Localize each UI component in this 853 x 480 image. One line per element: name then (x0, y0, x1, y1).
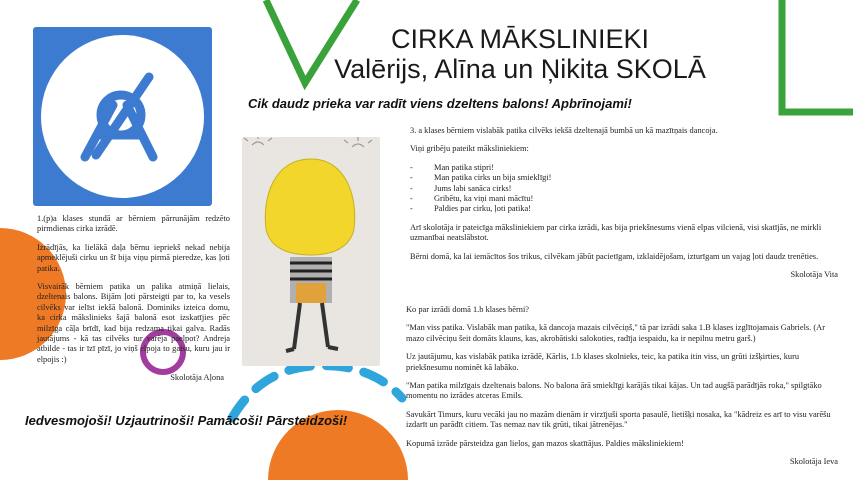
right-top-intro: 3. a klases bērniem vislabāk patika cilvēks iekšā dzeltenajā bumbā un kā mazītņais dancoja. (410, 126, 718, 135)
title-line-2: Valērijs, Alīna un Ņikita SKOLĀ (334, 54, 706, 84)
right-bottom-paragraph-2: Uz jautājumu, kas vislabāk patika izrādē, Kārlis, 1.b klases skolnieks, teic, ka patika itin viss, un grūti izšķirties, kuru priekšnesumu nominēt kā labāko. (406, 352, 800, 372)
logo-emblem-icon (41, 35, 204, 198)
right-bottom-signature: Skolotāja Ieva (789, 457, 838, 467)
cheers-list (410, 163, 838, 215)
right-bottom-question: Ko par izrādi domā 1.b klases bērni? (406, 305, 530, 314)
left-paragraph-2: Izrādījās, ka lielākā daļa bērnu iepriekš nekad nebija apmeklējuši cirku un šī bija viņu pirmā pieredze, kas ļoti patika. (37, 242, 230, 273)
right-top-thanks-lead: Viņi gribēju pateikt māksliniekiem: (410, 144, 529, 154)
left-column-text (37, 214, 230, 392)
list-item: - Man patika stipri! (410, 163, 838, 173)
right-bottom-paragraph-1: "Man viss patika. Vislabāk man patika, kā dancoja mazais cilvēciņš," tā par izrādi saka 1.B klases izglītojamais Gabriels. (Ar mazo cilvēciņu šeit domāts klauns, kas, akrobātiski salokoties, radīja iespaidu, ka ir nepilnu metru garš.) (406, 323, 825, 343)
balloon-drawing-icon (242, 137, 380, 366)
right-top-paragraph-2: Arī skolotāja ir pateicīga māksliniekiem par cirka izrādi, kas bija priekšnesums vienā elpas vilcienā, visi skatījās, ne mirkli uzmanībai neatslābstot. (410, 222, 822, 243)
right-bottom-text (406, 305, 838, 475)
list-item: - Paldies par cirku, ļoti patika! (410, 204, 838, 214)
school-logo (33, 27, 212, 206)
logo-circle (41, 35, 204, 198)
right-bottom-paragraph-4: Savukārt Timurs, kuru vecāki jau no mazām dienām ir virzījuši sporta pasaulē, lietišķi nosaka, ka "kādreiz es arī to visu varēšu izdarīt un parādīt citiem. Tas nemaz nav tik grūti, tikai jātrenējas." (406, 409, 831, 430)
left-paragraph-3: Visvairāk bērniem patika un palika atmiņā lielais, dzeltenais balons. Bijām ļoti pārsteigti par to, ka vesels cilvēks var ielīst iekšā balonā. Dominiks izteica domu, ka cirka mākslinieks šajā balonā esot izskatījies pēc milzīga cāļa brīdī, kad bija redzama tikai galva. Radās jautājums - kā tas cilvēks tur varēja paelpot? Andreja atbilde - tas ir īzī pīzī, jo viņš elpoja to gaisu, kuru jau ir elpojis :) (37, 282, 230, 364)
right-top-signature: Skolotāja Vita (790, 270, 838, 280)
list-item: - Jums labi sanāca cirks! (410, 184, 838, 194)
right-bottom-paragraph-5: Kopumā izrāde pārsteidza gan lielos, gan mazos skatītājus. Paldies māksliniekiem! (406, 438, 684, 448)
page-title (300, 24, 740, 84)
green-angle-right (782, 0, 853, 112)
page-subtitle: Cik daudz prieka var radīt viens dzeltens balons! Apbrīnojami! (248, 96, 632, 111)
right-bottom-paragraph-3: "Man patika milzīgais dzeltenais balons. No balona ārā smieklīgi karājās tikai kājas. Un tad augšā parādījās roka," spilgtāko momentu no izrādes atceras Emils. (406, 381, 822, 401)
right-top-text (410, 126, 838, 288)
footer-slogan: Iedvesmojoši! Uzjautrinoši! Pamācoši! Pārsteidzoši! (25, 413, 348, 428)
right-top-paragraph-3: Bērni domā, ka lai iemācītos šos trikus, cilvēkam jābūt pacietīgam, izklaidējošam, izturīgam un vajag ļoti daudz trenēties. (410, 251, 819, 261)
title-line-1: CIRKA MĀKSLINIEKI (390, 24, 650, 54)
left-signature: Skolotāja Aļona (170, 373, 224, 383)
child-drawing-image (242, 137, 380, 366)
left-paragraph-1: 1.(p)a klases stundā ar bērniem pārrunājām redzēto pirmdienas cirka izrādē. (37, 214, 230, 234)
list-item: - Man patika cirks un bija smieklīgi! (410, 173, 838, 183)
list-item: - Gribētu, ka viņi mani mācītu! (410, 194, 838, 204)
cyan-dashed-arc (232, 366, 402, 418)
